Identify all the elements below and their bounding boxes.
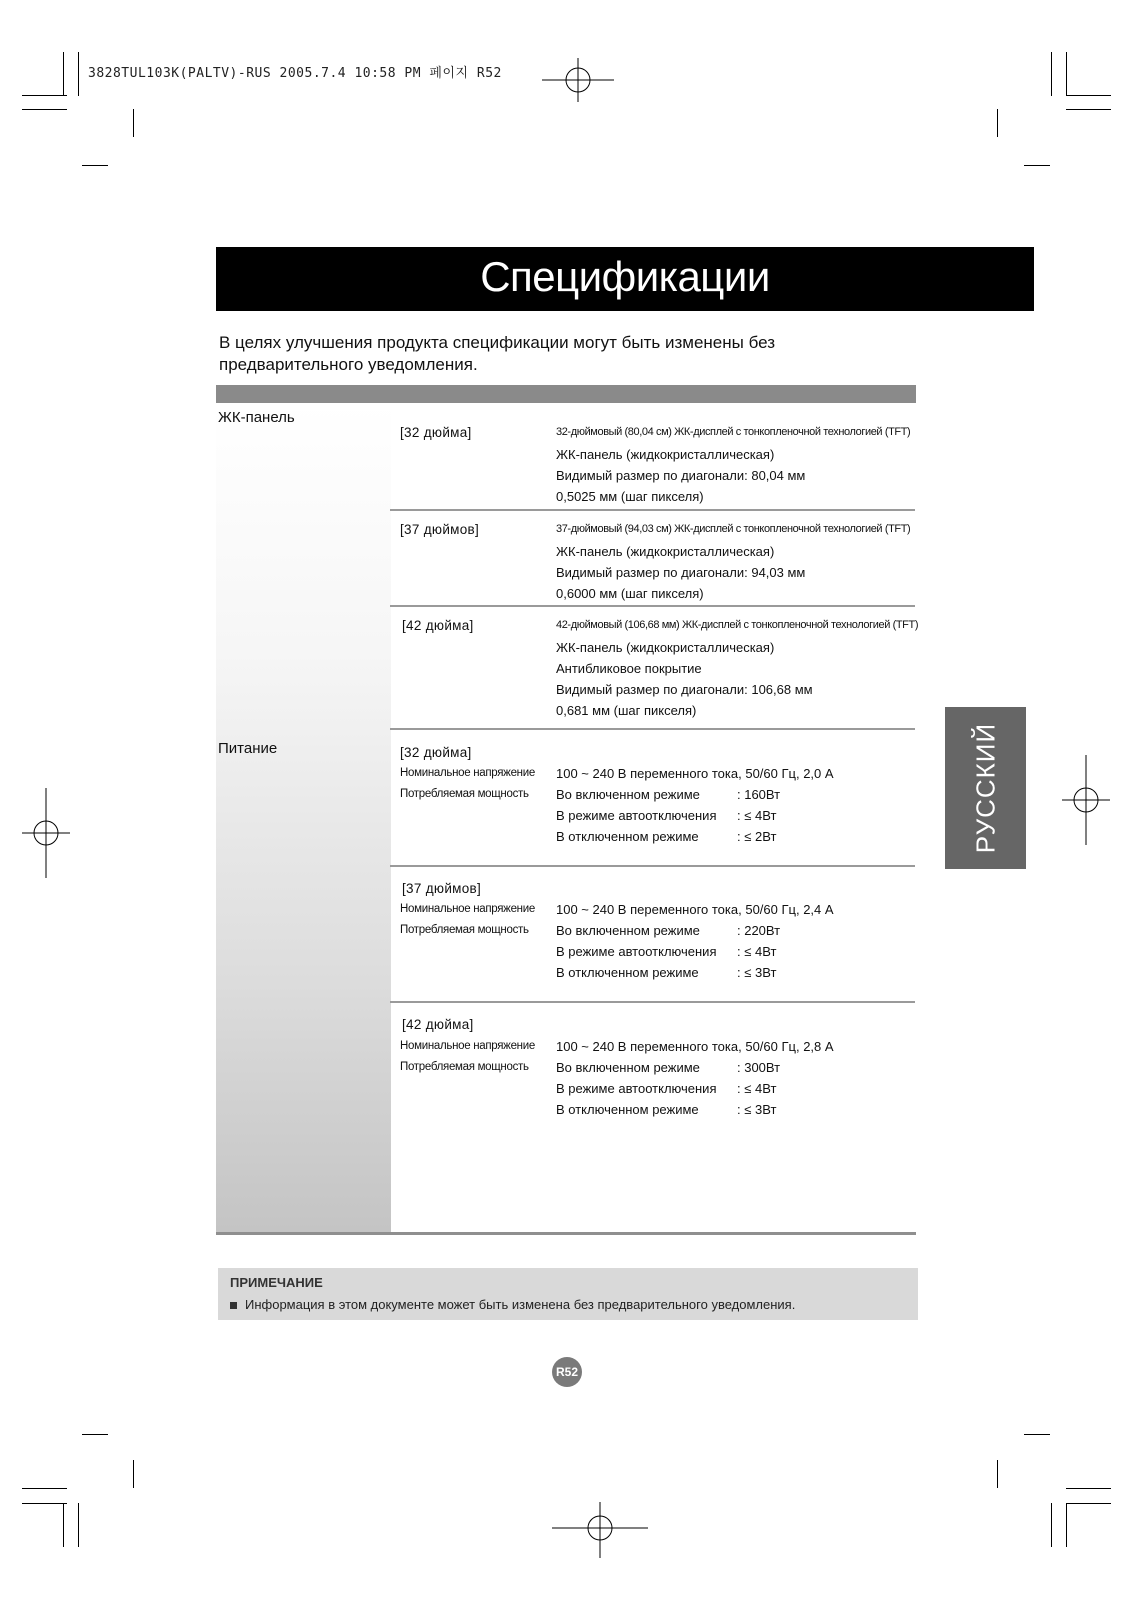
table-bottom-rule: [216, 1232, 916, 1235]
voltage-value: 100 ~ 240 В переменного тока, 50/60 Гц, 2,4 А: [556, 902, 834, 917]
off-mode-label: В отключенном режиме: [556, 829, 699, 844]
title-bar: [216, 247, 1034, 311]
model-size: [32 дюйма]: [400, 745, 472, 760]
row-divider: [390, 728, 915, 730]
spec-line: 0,6000 мм (шаг пикселя): [556, 586, 704, 601]
off-mode-label: В отключенном режиме: [556, 1102, 699, 1117]
spec-line: ЖК-панель (жидкокристаллическая): [556, 544, 775, 559]
row-divider: [390, 605, 915, 607]
model-desc: 42-дюймовый (106,68 мм) ЖК-дисплей с тонкопленочной технологией (TFT): [556, 619, 919, 631]
print-header: 3828TUL103K(PALTV)-RUS 2005.7.4 10:58 PM 페이지 R52: [88, 66, 502, 81]
row-divider: [390, 509, 915, 511]
spec-line: ЖК-панель (жидкокристаллическая): [556, 640, 775, 655]
model-size: [42 дюйма]: [402, 618, 474, 633]
on-mode-label: Во включенном режиме: [556, 787, 700, 802]
off-mode-value: : ≤ 2Вт: [737, 829, 777, 844]
registration-mark-left: [22, 788, 70, 878]
spec-line: 0,5025 мм (шаг пикселя): [556, 489, 704, 504]
model-desc: 32-дюймовый (80,04 см) ЖК-дисплей с тонкопленочной технологией (TFT): [556, 426, 911, 438]
model-size: [37 дюймов]: [400, 522, 480, 537]
off-mode-label: В отключенном режиме: [556, 965, 699, 980]
section-label-power: Питание: [218, 740, 278, 757]
language-tab: [945, 707, 1026, 869]
on-mode-value: : 300Вт: [737, 1060, 781, 1075]
model-size: [42 дюйма]: [402, 1017, 474, 1032]
standby-label: В режиме автоотключения: [556, 808, 717, 823]
spec-line: Видимый размер по диагонали: 106,68 мм: [556, 682, 813, 697]
rated-voltage-label: Номинальное напряжение: [400, 767, 535, 779]
voltage-value: 100 ~ 240 В переменного тока, 50/60 Гц, 2,8 А: [556, 1039, 834, 1054]
model-size: [32 дюйма]: [400, 425, 472, 440]
language-tab-label: РУССКИЙ: [970, 722, 1000, 854]
off-mode-value: : ≤ 3Вт: [737, 965, 777, 980]
rated-voltage-label: Номинальное напряжение: [400, 903, 535, 915]
consumption-label: Потребляемая мощность: [400, 1061, 529, 1073]
table-header-band: [216, 385, 916, 403]
standby-value: : ≤ 4Вт: [737, 944, 777, 959]
note-item: [230, 1297, 795, 1312]
spec-line: Видимый размер по диагонали: 80,04 мм: [556, 468, 806, 483]
voltage-value: 100 ~ 240 В переменного тока, 50/60 Гц, 2,0 А: [556, 766, 834, 781]
note-box: [218, 1268, 918, 1320]
page-title: Спецификации: [480, 253, 770, 300]
note-title: ПРИМЕЧАНИЕ: [230, 1275, 323, 1290]
spec-line: Антибликовое покрытие: [556, 661, 702, 676]
note-text: Информация в этом документе может быть изменена без предварительного уведомления.: [245, 1297, 796, 1312]
intro-text: В целях улучшения продукта спецификации могут быть изменены без предварительного уведомления.: [219, 333, 776, 374]
standby-value: : ≤ 4Вт: [737, 808, 777, 823]
consumption-label: Потребляемая мощность: [400, 788, 529, 800]
standby-label: В режиме автоотключения: [556, 1081, 717, 1096]
square-bullet-icon: [230, 1302, 237, 1309]
on-mode-value: : 160Вт: [737, 787, 781, 802]
standby-value: : ≤ 4Вт: [737, 1081, 777, 1096]
model-desc: 37-дюймовый (94,03 см) ЖК-дисплей с тонкопленочной технологией (TFT): [556, 523, 911, 535]
row-divider: [390, 1001, 915, 1003]
model-size: [37 дюймов]: [402, 881, 482, 896]
spec-line: 0,681 мм (шаг пикселя): [556, 703, 697, 718]
spec-line: ЖК-панель (жидкокристаллическая): [556, 447, 775, 462]
spec-line: Видимый размер по диагонали: 94,03 мм: [556, 565, 806, 580]
on-mode-label: Во включенном режиме: [556, 1060, 700, 1075]
registration-mark-bottom: [552, 1502, 648, 1558]
row-divider: [390, 865, 915, 867]
standby-label: В режиме автоотключения: [556, 944, 717, 959]
section-label-lcd: ЖК-панель: [218, 409, 295, 426]
spec-category-column: [216, 403, 391, 1232]
rated-voltage-label: Номинальное напряжение: [400, 1040, 535, 1052]
on-mode-value: : 220Вт: [737, 923, 781, 938]
registration-mark-top: [542, 56, 614, 104]
off-mode-value: : ≤ 3Вт: [737, 1102, 777, 1117]
consumption-label: Потребляемая мощность: [400, 924, 529, 936]
registration-mark-right: [1062, 755, 1110, 845]
page-number: R52: [552, 1357, 582, 1387]
on-mode-label: Во включенном режиме: [556, 923, 700, 938]
